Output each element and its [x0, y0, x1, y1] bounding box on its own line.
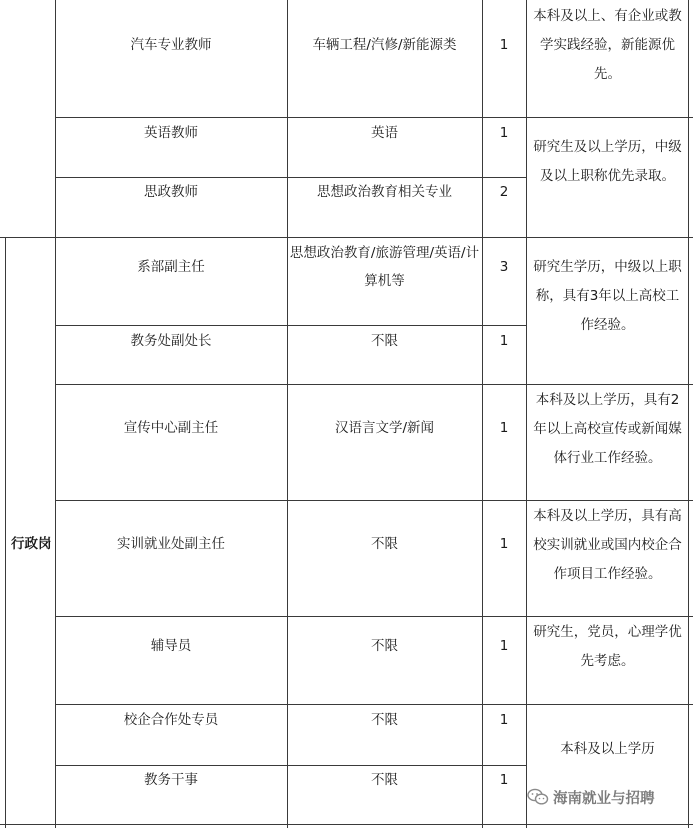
right-border: [688, 0, 689, 828]
count-cell: 1: [499, 125, 509, 141]
position-cell: 系部副主任: [137, 259, 205, 275]
major-cell: 思想政治教育/旅游管理/英语/计算机等: [289, 245, 480, 289]
group-divider: [0, 237, 693, 238]
major-cell: 思想政治教育相关专业: [317, 184, 452, 200]
major-cell: 不限: [371, 772, 398, 788]
count-cell: 1: [499, 333, 509, 349]
position-cell: 校企合作处专员: [123, 712, 219, 728]
watermark-text: 海南就业与招聘: [553, 790, 655, 807]
count-cell: 1: [499, 37, 509, 53]
major-cell: 不限: [371, 712, 398, 728]
position-cell: 英语教师: [144, 125, 198, 141]
requirement-cell: 本科及以上学历，具有高校实训就业或国内校企合作项目工作经验。: [533, 508, 682, 582]
position-cell: 教务处副处长: [130, 333, 212, 349]
bottom-border: [0, 824, 693, 825]
major-cell: 不限: [371, 638, 398, 654]
count-cell: 1: [499, 712, 509, 728]
requirement-cell: 研究生学历，中级以上职称，具有3年以上高校工作经验。: [533, 259, 682, 333]
watermark: [527, 784, 693, 810]
requirement-cell: 本科及以上、有企业或教学实践经验，新能源优先。: [533, 8, 682, 82]
row-divider: [287, 117, 527, 118]
major-cell: 车辆工程/汽修/新能源类: [312, 37, 457, 53]
position-cell: 教务干事: [144, 772, 198, 788]
position-cell: 思政教师: [144, 184, 198, 200]
position-cell: 宣传中心副主任: [123, 420, 219, 436]
count-cell: 1: [499, 536, 509, 552]
requirement-cell: 研究生，党员，心理学优先考虑。: [533, 624, 682, 669]
position-cell: 辅导员: [150, 638, 192, 654]
major-cell: 不限: [371, 536, 398, 552]
count-cell: 1: [499, 638, 509, 654]
major-cell: 英语: [371, 125, 398, 141]
requirement-cell: 本科及以上学历: [560, 741, 655, 757]
position-cell: 实训就业处副主任: [117, 536, 225, 552]
major-cell: 不限: [371, 333, 398, 349]
count-cell: 1: [499, 420, 509, 436]
row-divider: [55, 117, 287, 118]
position-cell: 汽车专业教师: [130, 37, 212, 53]
category-label: 行政岗: [11, 536, 52, 552]
count-cell: 2: [499, 184, 509, 200]
row-divider: [55, 616, 693, 617]
major-cell: 汉语言文学/新闻: [334, 420, 435, 436]
requirement-cell: 本科及以上学历，具有2年以上高校宣传或新闻媒体行业工作经验。: [533, 392, 682, 466]
row-divider: [55, 704, 693, 705]
row-divider: [55, 325, 527, 326]
row-divider: [527, 117, 693, 118]
count-cell: 1: [499, 772, 509, 788]
row-divider: [55, 384, 693, 385]
row-divider: [55, 500, 693, 501]
requirement-cell: 研究生及以上学历，中级及以上职称优先录取。: [533, 139, 682, 184]
wechat-icon: [527, 788, 549, 806]
count-cell: 3: [499, 259, 509, 275]
